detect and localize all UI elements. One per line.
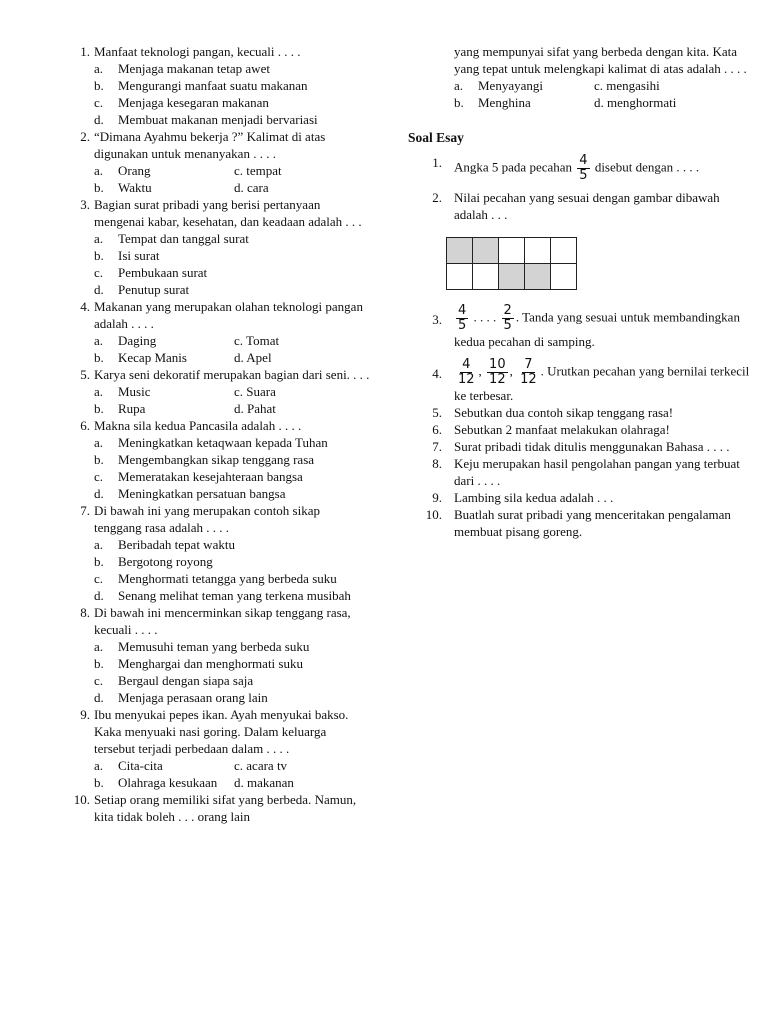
question-number: 1.: [80, 44, 90, 59]
fraction: $\frac{4}{12}$: [458, 357, 475, 387]
option-letter: b.: [94, 248, 104, 263]
option-letter: a.: [94, 231, 104, 246]
option-letter: c.: [234, 758, 244, 773]
option-letter: c.: [94, 95, 104, 110]
question-number: 2.: [80, 129, 90, 144]
option: [94, 349, 234, 366]
question-text: Sebutkan 2 manfaat melakukan olahraga!: [454, 422, 670, 437]
option-letter: a.: [94, 61, 104, 76]
option-letter: a.: [94, 384, 104, 399]
fraction-grid: [446, 237, 577, 290]
option: [94, 77, 370, 94]
option-letter: b.: [94, 401, 104, 416]
option: [234, 349, 374, 366]
option: [94, 264, 370, 281]
option-letter: b.: [94, 350, 104, 365]
essay-section-title: Soal Esay: [408, 130, 464, 145]
option: [454, 94, 594, 111]
question-text: Manfaat teknologi pangan, kecuali . . . .: [94, 44, 301, 59]
question-number: 6.: [432, 422, 442, 437]
option-letter: c.: [94, 469, 104, 484]
question-number: 3.: [80, 197, 90, 212]
option: [454, 77, 594, 94]
question-number: 7.: [432, 439, 442, 454]
option: [94, 570, 370, 587]
option-text: Bergotong royong: [118, 554, 213, 569]
grid-cell: [473, 264, 499, 290]
question-text: Ibu menyukai pepes ikan. Ayah menyukai bakso. Kaka menyuaki nasi goring. Dalam keluarga tersebut terjadi perbedaan dalam . . . .: [94, 707, 349, 756]
fraction: $\frac{4}{5}$: [579, 153, 588, 183]
option: [594, 77, 734, 94]
option-row: [94, 774, 370, 791]
option-text: Menghormati tetangga yang berbeda suku: [118, 571, 337, 586]
option: [94, 94, 370, 111]
option: [94, 434, 370, 451]
option-text: Menghina: [478, 95, 531, 110]
option: [234, 757, 374, 774]
option-letter: c.: [94, 673, 104, 688]
question-text: Sebutkan dua contoh sikap tenggang rasa!: [454, 405, 674, 420]
question-text: Setiap orang memiliki sifat yang berbeda. Namun, kita tidak boleh . . . orang lain: [94, 792, 357, 824]
option-text: Pahat: [247, 401, 276, 416]
option-letter: a.: [94, 758, 104, 773]
question-number: 4.: [80, 299, 90, 314]
option-text: Meningkatkan persatuan bangsa: [118, 486, 286, 501]
option: [94, 655, 370, 672]
option-row: [454, 94, 754, 111]
option: [94, 536, 370, 553]
option-text: mengasihi: [606, 78, 660, 93]
option-text: Meningkatkan ketaqwaan kepada Tuhan: [118, 435, 328, 450]
option: [94, 247, 370, 264]
question-text: Makna sila kedua Pancasila adalah . . . .: [94, 418, 302, 433]
option-letter: a.: [94, 163, 104, 178]
question-number: 9.: [432, 490, 442, 505]
option-text: Mengembangkan sikap tenggang rasa: [118, 452, 315, 467]
option: [94, 230, 370, 247]
option-letter: d.: [94, 588, 104, 603]
option: [94, 587, 370, 604]
question-text: Karya seni dekoratif merupakan bagian dari seni. . . .: [94, 367, 370, 382]
option-text: Menjaga perasaan orang lain: [118, 690, 268, 705]
question-text: Lambing sila kedua adalah . . .: [454, 490, 614, 505]
option-letter: c.: [234, 384, 244, 399]
option-letter: b.: [94, 554, 104, 569]
option-text: Olahraga kesukaan: [118, 775, 218, 790]
option-letter: d.: [94, 690, 104, 705]
question-text: Keju merupakan hasil pengolahan pangan yang terbuat dari . . . .: [454, 456, 740, 488]
question-1: [68, 43, 370, 128]
option-letter: d.: [234, 401, 244, 416]
option: [94, 332, 234, 349]
option-text: acara tv: [246, 758, 288, 773]
option: [234, 179, 374, 196]
option-letter: c.: [234, 163, 244, 178]
question-3: [68, 196, 370, 298]
option-text: Apel: [246, 350, 272, 365]
right-column: [406, 43, 754, 540]
grid-cell: [499, 238, 525, 264]
option: [94, 162, 234, 179]
question-number: 5.: [432, 405, 442, 420]
question-text: Makanan yang merupakan olahan teknologi pangan adalah . . . .: [94, 299, 363, 331]
option-letter: a.: [94, 333, 104, 348]
essay-question-1: 1. Angka 5 pada pecahan $\frac{4}{5}$ disebut dengan . . . .: [432, 153, 700, 183]
q10-continuation: yang mempunyai sifat yang berbeda dengan kita. Kata yang tepat untuk melengkapi kalimat di atas adalah . . . .: [454, 44, 747, 76]
question-number: 10.: [73, 792, 90, 807]
question-number: 7.: [80, 503, 90, 518]
option-row: [94, 332, 370, 349]
option-letter: b.: [94, 452, 104, 467]
fraction: $\frac{7}{12}$: [520, 357, 537, 387]
option-text: Tempat dan tanggal surat: [118, 231, 249, 246]
option-text: Memusuhi teman yang berbeda suku: [118, 639, 310, 654]
option-letter: a.: [454, 78, 464, 93]
option-letter: a.: [94, 537, 104, 552]
option-text: makanan: [247, 775, 294, 790]
option: [94, 179, 234, 196]
option-text: Suara: [246, 384, 276, 399]
option-text: Beribadah tepat waktu: [118, 537, 235, 552]
grid-cell: [447, 264, 473, 290]
option-letter: b.: [94, 180, 104, 195]
question-number: 8.: [432, 456, 442, 471]
essay-question-6: [406, 421, 754, 438]
question-number: 9.: [80, 707, 90, 722]
option-letter: b.: [94, 775, 104, 790]
grid-cell-shaded: [447, 238, 473, 264]
option-text: Rupa: [118, 401, 146, 416]
option-letter: c.: [234, 333, 244, 348]
option-letter: d.: [94, 112, 104, 127]
option-text: menghormati: [607, 95, 677, 110]
option-letter: d.: [94, 282, 104, 297]
question-8: [68, 604, 370, 706]
option-text: Menyayangi: [478, 78, 543, 93]
option-text: cara: [247, 180, 269, 195]
option: [94, 757, 234, 774]
option: [94, 111, 370, 128]
option-row: [94, 349, 370, 366]
option: [94, 281, 370, 298]
fraction: $\frac{2}{5}$: [503, 303, 512, 333]
fraction: $\frac{10}{12}$: [489, 357, 506, 387]
option: [94, 400, 234, 417]
essay-question-10: [406, 506, 754, 540]
fraction: $\frac{4}{5}$: [458, 303, 467, 333]
option-text: Menjaga kesegaran makanan: [118, 95, 269, 110]
option-letter: c.: [94, 265, 104, 280]
grid-cell: [551, 238, 577, 264]
option-text: Tomat: [246, 333, 280, 348]
question-5: [68, 366, 370, 417]
option-row: [94, 162, 370, 179]
option-row: [94, 757, 370, 774]
option-letter: b.: [94, 78, 104, 93]
question-number: 8.: [80, 605, 90, 620]
option-text: Daging: [118, 333, 157, 348]
essay-question-2: 2. Nilai pecahan yang sesuai dengan gambar dibawah adalah . . .: [432, 190, 720, 222]
option-text: Cita-cita: [118, 758, 163, 773]
essay-question-5: [406, 404, 754, 421]
option-letter: c.: [94, 571, 104, 586]
option-text: Menjaga makanan tetap awet: [118, 61, 270, 76]
option: [94, 689, 370, 706]
option-text: Bergaul dengan siapa saja: [118, 673, 254, 688]
option: [234, 383, 374, 400]
option-text: Kecap Manis: [118, 350, 187, 365]
question-text: Di bawah ini yang merupakan contoh sikap tenggang rasa adalah . . . .: [94, 503, 320, 535]
multiple-choice-column: [68, 43, 370, 825]
option: [94, 553, 370, 570]
option-letter: a.: [94, 435, 104, 450]
option-row: [94, 179, 370, 196]
option: [594, 94, 734, 111]
option: [94, 60, 370, 77]
question-text: Di bawah ini mencerminkan sikap tenggang rasa, kecuali . . . .: [94, 605, 351, 637]
option-letter: c.: [594, 78, 604, 93]
option: [94, 638, 370, 655]
question-9: [68, 706, 370, 791]
option-text: Menghargai dan menghormati suku: [118, 656, 303, 671]
question-text: “Dimana Ayahmu bekerja ?” Kalimat di atas digunakan untuk menanyakan . . . .: [94, 129, 326, 161]
option-row: [454, 77, 754, 94]
option: [234, 774, 374, 791]
grid-cell-shaded: [525, 264, 551, 290]
option-text: Memeratakan kesejahteraan bangsa: [118, 469, 303, 484]
option-text: Pembukaan surat: [118, 265, 208, 280]
option-letter: b.: [94, 656, 104, 671]
question-number: 6.: [80, 418, 90, 433]
option: [94, 451, 370, 468]
option-text: Membuat makanan menjadi bervariasi: [118, 112, 318, 127]
essay-question-4: 4. $\frac{4}{12}$ , $\frac{10}{12}$ , $\frac{7}{12}$ . Urutkan pecahan yang bernilai terkecil ke terbesar.: [432, 357, 750, 403]
essay-question-9: [406, 489, 754, 506]
essay-question-7: [406, 438, 754, 455]
option-letter: d.: [594, 95, 604, 110]
option-text: Music: [118, 384, 151, 399]
option: [234, 162, 374, 179]
option-letter: d.: [234, 350, 244, 365]
question-4: [68, 298, 370, 366]
option-row: [94, 383, 370, 400]
option-letter: d.: [234, 180, 244, 195]
question-number: 5.: [80, 367, 90, 382]
option-row: [94, 400, 370, 417]
question-text: Bagian surat pribadi yang berisi pertanyaan mengenai kabar, kesehatan, dan keadaan adalah . . .: [94, 197, 362, 229]
q10-options: [406, 77, 754, 111]
question-2: [68, 128, 370, 196]
essay-question-3: 3. $\frac{4}{5}$ . . . . $\frac{2}{5}$ . Tanda yang sesuai untuk membandingkan kedua pecahan di samping.: [432, 303, 740, 349]
grid-cell-shaded: [473, 238, 499, 264]
option: [94, 672, 370, 689]
option: [234, 332, 374, 349]
option: [94, 468, 370, 485]
option-letter: d.: [234, 775, 244, 790]
option: [94, 485, 370, 502]
option-text: Penutup surat: [118, 282, 190, 297]
option-text: Orang: [118, 163, 151, 178]
question-10: [68, 791, 370, 825]
question-text: Buatlah surat pribadi yang menceritakan pengalaman membuat pisang goreng.: [454, 507, 731, 539]
option-text: Isi surat: [118, 248, 160, 263]
option-letter: a.: [94, 639, 104, 654]
essay-questions-5-10: [406, 404, 754, 540]
question-text: Surat pribadi tidak ditulis menggunakan Bahasa . . . .: [454, 439, 730, 454]
grid-cell: [551, 264, 577, 290]
option-text: Senang melihat teman yang terkena musibah: [118, 588, 351, 603]
essay-question-8: [406, 455, 754, 489]
option-letter: d.: [94, 486, 104, 501]
question-6: [68, 417, 370, 502]
option-text: Mengurangi manfaat suatu makanan: [118, 78, 308, 93]
grid-cell: [525, 238, 551, 264]
option-text: Waktu: [118, 180, 152, 195]
grid-cell-shaded: [499, 264, 525, 290]
option: [234, 400, 374, 417]
question-7: [68, 502, 370, 604]
option: [94, 383, 234, 400]
question-number: 10.: [425, 507, 442, 522]
option-text: tempat: [246, 163, 282, 178]
option: [94, 774, 234, 791]
option-letter: b.: [454, 95, 464, 110]
